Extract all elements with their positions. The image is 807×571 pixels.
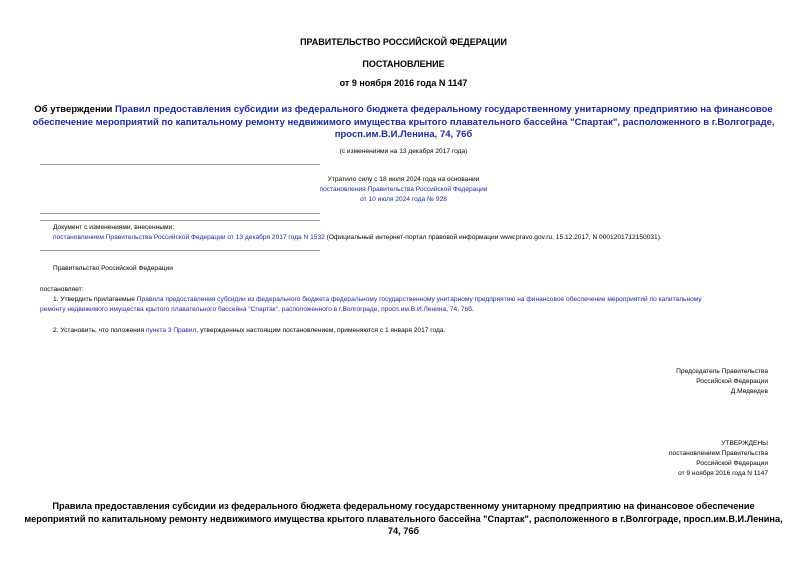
divider bbox=[40, 220, 320, 221]
amending-decree-link[interactable]: постановлением Правительства Российской Федерации от 13 декабря 2017 года N 1532 bbox=[53, 234, 325, 241]
approval-date: от 9 ноября 2016 года N 1147 bbox=[678, 470, 768, 477]
approval-heading: УТВЕРЖДЕНЫ bbox=[721, 440, 768, 447]
body-resolves: постановляет: bbox=[40, 286, 84, 293]
changes-intro: Документ с изменениями, внесенными: bbox=[53, 224, 175, 231]
item-2-suffix: , утвержденных настоящим постановлением, применяются с 1 января 2017 года. bbox=[196, 327, 446, 334]
approval-stamp bbox=[500, 439, 768, 479]
rules-title-line: 74, 76б bbox=[387, 526, 420, 536]
rules-title-line: Правила предоставления субсидии из федерального бюджета федеральному государственному унитарному предприятию на финансовое обеспечение bbox=[52, 501, 755, 511]
item-1-rules-link-cont[interactable]: ремонту недвижимого имущества крытого плавательного бассейна "Спартак", расположенного в г.Волгограде, просп.им.В.И.Ленина, 74, 76б bbox=[40, 306, 472, 313]
item-2 bbox=[53, 326, 773, 336]
approval-by: постановлением Правительства bbox=[668, 450, 768, 457]
approval-organization: Российской Федерации bbox=[696, 460, 768, 467]
changes-block bbox=[53, 223, 773, 243]
body-government: Правительство Российской Федерации bbox=[53, 265, 173, 272]
divider bbox=[40, 250, 320, 251]
signature-organization: Российской Федерации bbox=[696, 378, 768, 385]
title-prefix: Об утверждении bbox=[34, 104, 116, 115]
divider bbox=[40, 164, 320, 165]
divider bbox=[40, 213, 320, 214]
amendment-note: (с изменениями на 13 декабря 2017 года) bbox=[339, 148, 468, 155]
item-2-prefix: 2. Установить, что положения bbox=[53, 327, 146, 334]
document-type-heading: ПОСТАНОВЛЕНИЕ bbox=[362, 59, 445, 69]
expired-decree-date-link[interactable]: от 10 июля 2024 года № 928 bbox=[360, 196, 447, 203]
document-title bbox=[0, 104, 807, 142]
expired-decree-link[interactable]: постановления Правительства Российской Федерации bbox=[319, 186, 488, 193]
item-1-rules-link[interactable]: Правила предоставления субсидии из федерального бюджета федеральному государственному унитарному предприятию на финансовое обеспечение мероприятий по капитальному bbox=[136, 296, 702, 303]
item-1 bbox=[40, 295, 770, 315]
title-rules-link-cont[interactable]: обеспечение мероприятий по капитальному ремонту недвижимого имущества крытого плавательного бассейна "Спартак", расположенного в г.Волгограде, bbox=[32, 116, 775, 128]
title-rules-link-end[interactable]: просп.им.В.И.Ленина, 74, 76б bbox=[334, 129, 473, 140]
expired-line: Утратило силу с 18 июля 2024 года на основании bbox=[327, 176, 480, 183]
changes-source: (Официальный интернет-портал правовой информации www.pravo.gov.ru, 15.12.2017, N 0001201712150031). bbox=[324, 234, 662, 241]
item-1-suffix: . bbox=[471, 306, 474, 313]
government-heading: ПРАВИТЕЛЬСТВО РОССИЙСКОЙ ФЕДЕРАЦИИ bbox=[300, 37, 507, 47]
expired-notice bbox=[0, 175, 807, 205]
signature-name: Д.Медведев bbox=[730, 388, 768, 395]
title-rules-link[interactable]: Правил предоставления субсидии из федерального бюджета федеральному государственному унитарному предприятию на финансовое bbox=[115, 104, 773, 115]
item-2-clause-link[interactable]: пункта 3 Правил bbox=[145, 327, 197, 334]
rules-title-line: мероприятий по капитальному ремонту недвижимого имущества крытого плавательного бассейна "Спартак", расположенного в г.Волгограде, просп.им.В.И.Ленина, bbox=[24, 513, 783, 524]
item-1-prefix: 1. Утвердить прилагаемые bbox=[53, 296, 137, 303]
signature-position: Председатель Правительства bbox=[676, 368, 768, 375]
signature-block bbox=[500, 367, 768, 397]
document-date-number: от 9 ноября 2016 года N 1147 bbox=[339, 78, 468, 88]
rules-title bbox=[0, 500, 807, 538]
